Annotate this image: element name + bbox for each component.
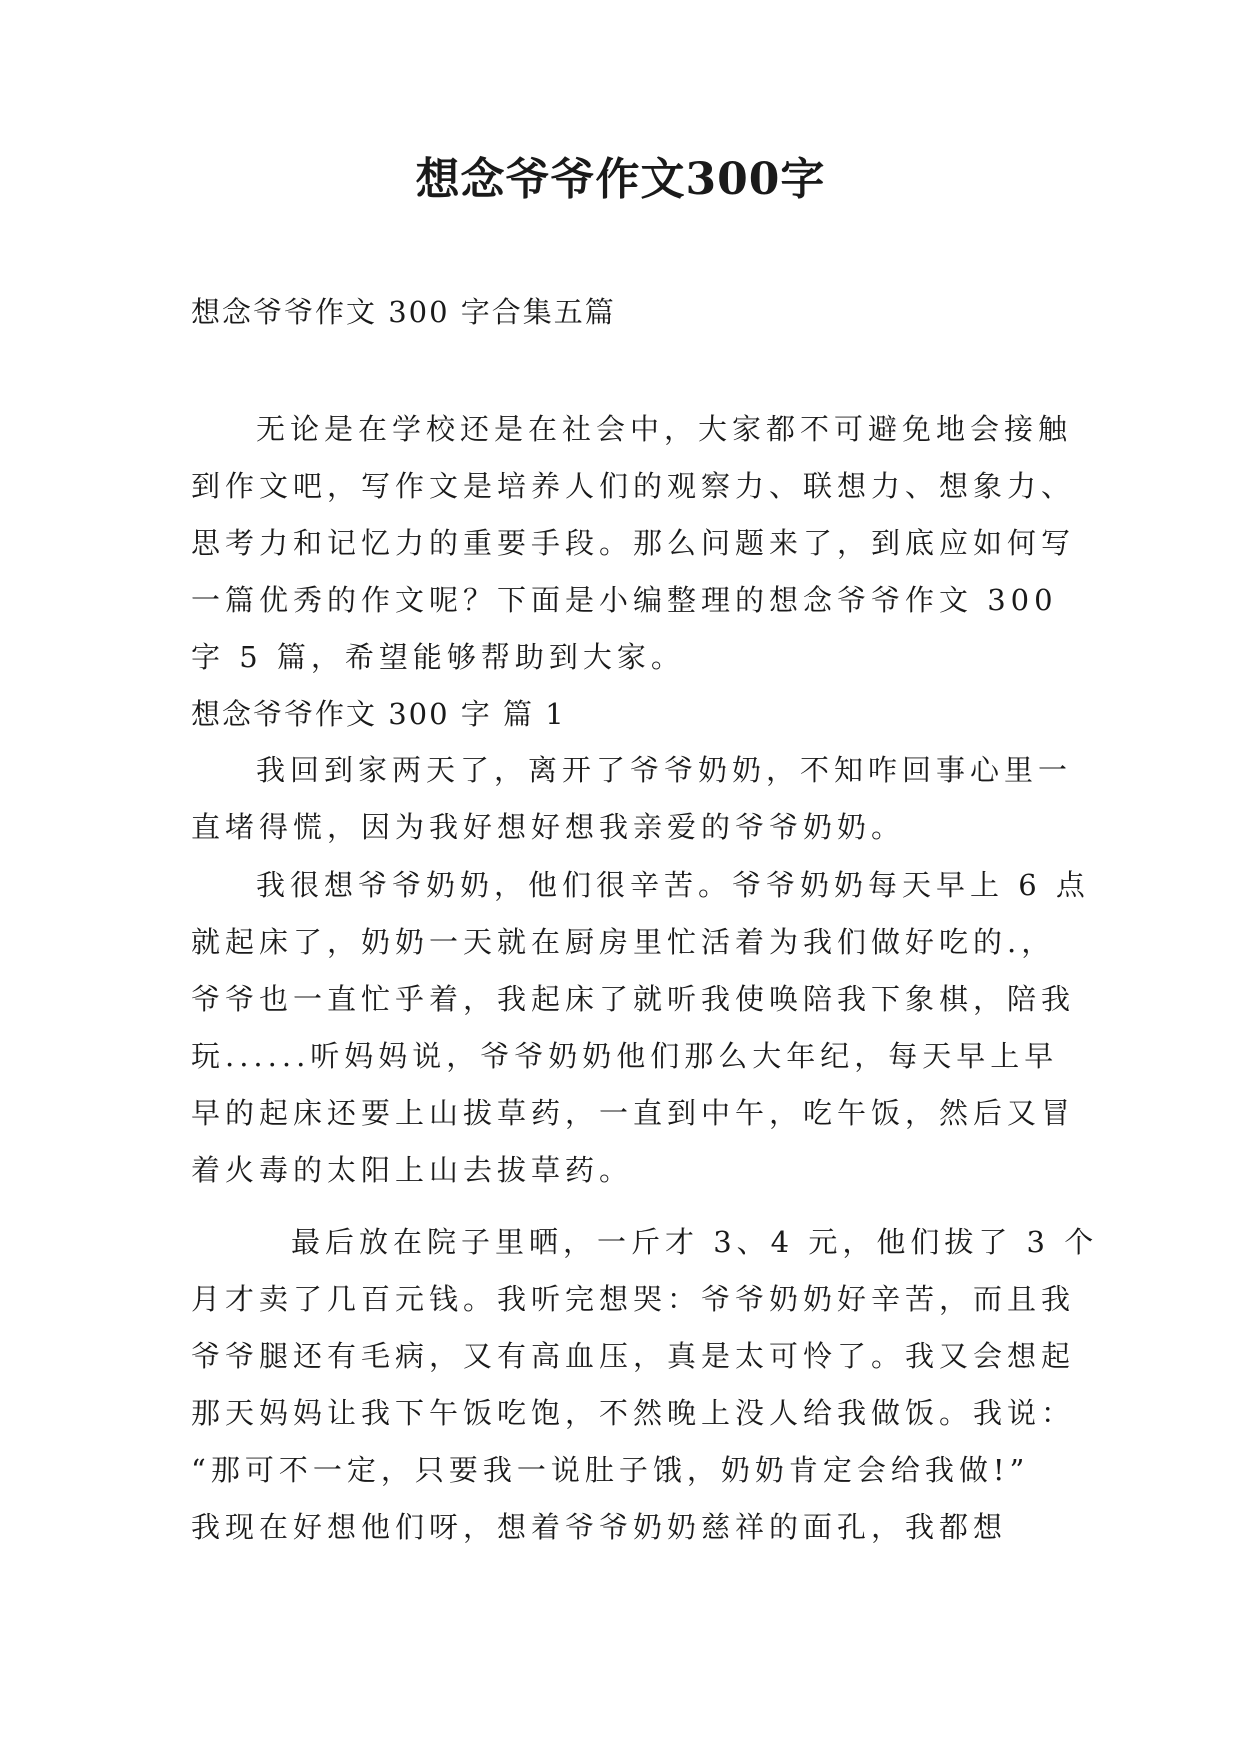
paragraph-line: 爷爷也一直忙乎着，我起床了就听我使唤陪我下象棋，陪我 bbox=[191, 982, 1076, 1016]
document-subtitle: 想念爷爷作文 300 字合集五篇 bbox=[191, 295, 616, 329]
paragraph-line: 我回到家两天了，离开了爷爷奶奶，不知咋回事心里一 bbox=[256, 753, 1073, 787]
paragraph-line: 我现在好想他们呀，想着爷爷奶奶慈祥的面孔，我都想 bbox=[191, 1510, 1008, 1544]
paragraph-line: 早的起床还要上山拔草药，一直到中午，吃午饭，然后又冒 bbox=[191, 1096, 1076, 1130]
paragraph-line: 月才卖了几百元钱。我听完想哭：爷爷奶奶好辛苦，而且我 bbox=[191, 1282, 1076, 1316]
paragraph-line: 就起床了，奶奶一天就在厨房里忙活着为我们做好吃的.， bbox=[191, 925, 1056, 959]
paragraph-line: 无论是在学校还是在社会中，大家都不可避免地会接触 bbox=[256, 412, 1073, 446]
paragraph-line: 最后放在院子里晒，一斤才 3、4 元，他们拔了 3 个 bbox=[291, 1225, 1099, 1259]
paragraph-line: 玩......听妈妈说，爷爷奶奶他们那么大年纪，每天早上早 bbox=[191, 1039, 1059, 1073]
paragraph-line: “那可不一定，只要我一说肚子饿，奶奶肯定会给我做!” bbox=[191, 1453, 1030, 1487]
paragraph-line: 我很想爷爷奶奶，他们很辛苦。爷爷奶奶每天早上 6 点 bbox=[256, 868, 1090, 902]
paragraph-line: 字 5 篇，希望能够帮助到大家。 bbox=[191, 640, 685, 674]
paragraph-line: 到作文吧，写作文是培养人们的观察力、联想力、想象力、 bbox=[191, 469, 1076, 503]
paragraph-line: 思考力和记忆力的重要手段。那么问题来了，到底应如何写 bbox=[191, 526, 1076, 560]
paragraph-line: 直堵得慌，因为我好想好想我亲爱的爷爷奶奶。 bbox=[191, 810, 906, 844]
paragraph-line: 爷爷腿还有毛病，又有高血压，真是太可怜了。我又会想起 bbox=[191, 1339, 1076, 1373]
paragraph-line: 一篇优秀的作文呢？下面是小编整理的想念爷爷作文 300 bbox=[191, 583, 1058, 617]
paragraph-line: 那天妈妈让我下午饭吃饱，不然晚上没人给我做饭。我说： bbox=[191, 1396, 1076, 1430]
document-title: 想念爷爷作文300字 bbox=[415, 154, 826, 205]
section-heading: 想念爷爷作文 300 字 篇 1 bbox=[191, 697, 566, 731]
paragraph-line: 着火毒的太阳上山去拔草药。 bbox=[191, 1153, 634, 1187]
